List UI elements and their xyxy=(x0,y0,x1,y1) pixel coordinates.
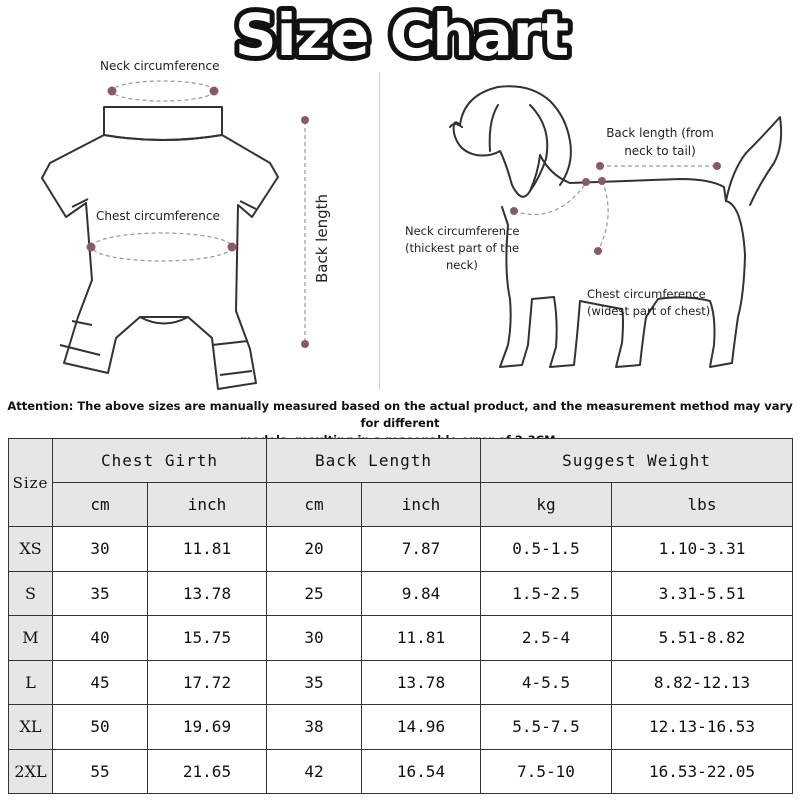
table-cell: 38 xyxy=(267,705,362,750)
size-table xyxy=(8,438,793,794)
table-cell: 9.84 xyxy=(362,571,481,616)
attention-note-line1: Attention: The above sizes are manually measured based on the actual product, and the measurement method may vary for different xyxy=(7,399,793,430)
table-row xyxy=(9,660,793,705)
table-cell: 50 xyxy=(53,705,148,750)
suggest-weight-header: Suggest Weight xyxy=(481,439,793,483)
chest-girth-header: Chest Girth xyxy=(53,439,267,483)
table-row xyxy=(9,705,793,750)
table-cell: 42 xyxy=(267,749,362,794)
table-cell: 2.5-4 xyxy=(481,616,612,661)
page-title: Size Chart xyxy=(234,1,570,69)
table-cell: 15.75 xyxy=(148,616,267,661)
table-cell: 21.65 xyxy=(148,749,267,794)
table-cell: 5.51-8.82 xyxy=(612,616,793,661)
table-cell: 16.54 xyxy=(362,749,481,794)
dog-chest-label-line1: Chest circumference xyxy=(587,287,706,301)
table-cell: 20 xyxy=(267,527,362,572)
table-cell: 40 xyxy=(53,616,148,661)
table-cell: 11.81 xyxy=(148,527,267,572)
dog-neck-label-line3: neck) xyxy=(446,258,478,272)
table-cell: 7.5-10 xyxy=(481,749,612,794)
garment-chest-label: Chest circumference xyxy=(96,209,220,223)
table-cell: 16.53-22.05 xyxy=(612,749,793,794)
size-cell: L xyxy=(9,660,53,705)
table-cell: 55 xyxy=(53,749,148,794)
unit-header: cm xyxy=(267,483,362,527)
table-cell: 4-5.5 xyxy=(481,660,612,705)
table-row xyxy=(9,616,793,661)
table-cell: 3.31-5.51 xyxy=(612,571,793,616)
table-cell: 13.78 xyxy=(362,660,481,705)
unit-header: cm xyxy=(53,483,148,527)
table-cell: 1.5-2.5 xyxy=(481,571,612,616)
size-cell: XL xyxy=(9,705,53,750)
table-cell: 35 xyxy=(267,660,362,705)
dog-back-label-line2: neck to tail) xyxy=(624,144,696,158)
dog-back-label-line1: Back length (from xyxy=(606,126,714,140)
table-row xyxy=(9,749,793,794)
dog-chest-label-line2: (widest part of chest) xyxy=(587,304,711,318)
table-cell: 30 xyxy=(53,527,148,572)
table-cell: 30 xyxy=(267,616,362,661)
garment-back-length-label: Back length xyxy=(313,194,331,283)
table-cell: 0.5-1.5 xyxy=(481,527,612,572)
size-column-header: Size xyxy=(9,439,53,527)
table-cell: 5.5-7.5 xyxy=(481,705,612,750)
dog-diagram xyxy=(380,55,800,390)
table-unit-row xyxy=(9,483,793,527)
table-cell: 25 xyxy=(267,571,362,616)
garment-neck-label: Neck circumference xyxy=(100,59,220,73)
table-cell: 45 xyxy=(53,660,148,705)
table-row xyxy=(9,527,793,572)
table-cell: 7.87 xyxy=(362,527,481,572)
size-cell: S xyxy=(9,571,53,616)
dog-neck-label-line1: Neck circumference xyxy=(405,224,520,238)
table-row xyxy=(9,571,793,616)
garment-diagram xyxy=(0,55,380,390)
unit-header: lbs xyxy=(612,483,793,527)
table-header-row xyxy=(9,439,793,483)
table-cell: 17.72 xyxy=(148,660,267,705)
unit-header: inch xyxy=(148,483,267,527)
table-cell: 1.10-3.31 xyxy=(612,527,793,572)
dog-neck-label-line2: (thickest part of the xyxy=(405,241,520,255)
table-cell: 8.82-12.13 xyxy=(612,660,793,705)
size-cell: M xyxy=(9,616,53,661)
unit-header: kg xyxy=(481,483,612,527)
table-cell: 14.96 xyxy=(362,705,481,750)
table-cell: 11.81 xyxy=(362,616,481,661)
size-cell: 2XL xyxy=(9,749,53,794)
unit-header: inch xyxy=(362,483,481,527)
table-cell: 12.13-16.53 xyxy=(612,705,793,750)
table-cell: 19.69 xyxy=(148,705,267,750)
table-cell: 13.78 xyxy=(148,571,267,616)
size-cell: XS xyxy=(9,527,53,572)
table-cell: 35 xyxy=(53,571,148,616)
back-length-header: Back Length xyxy=(267,439,481,483)
